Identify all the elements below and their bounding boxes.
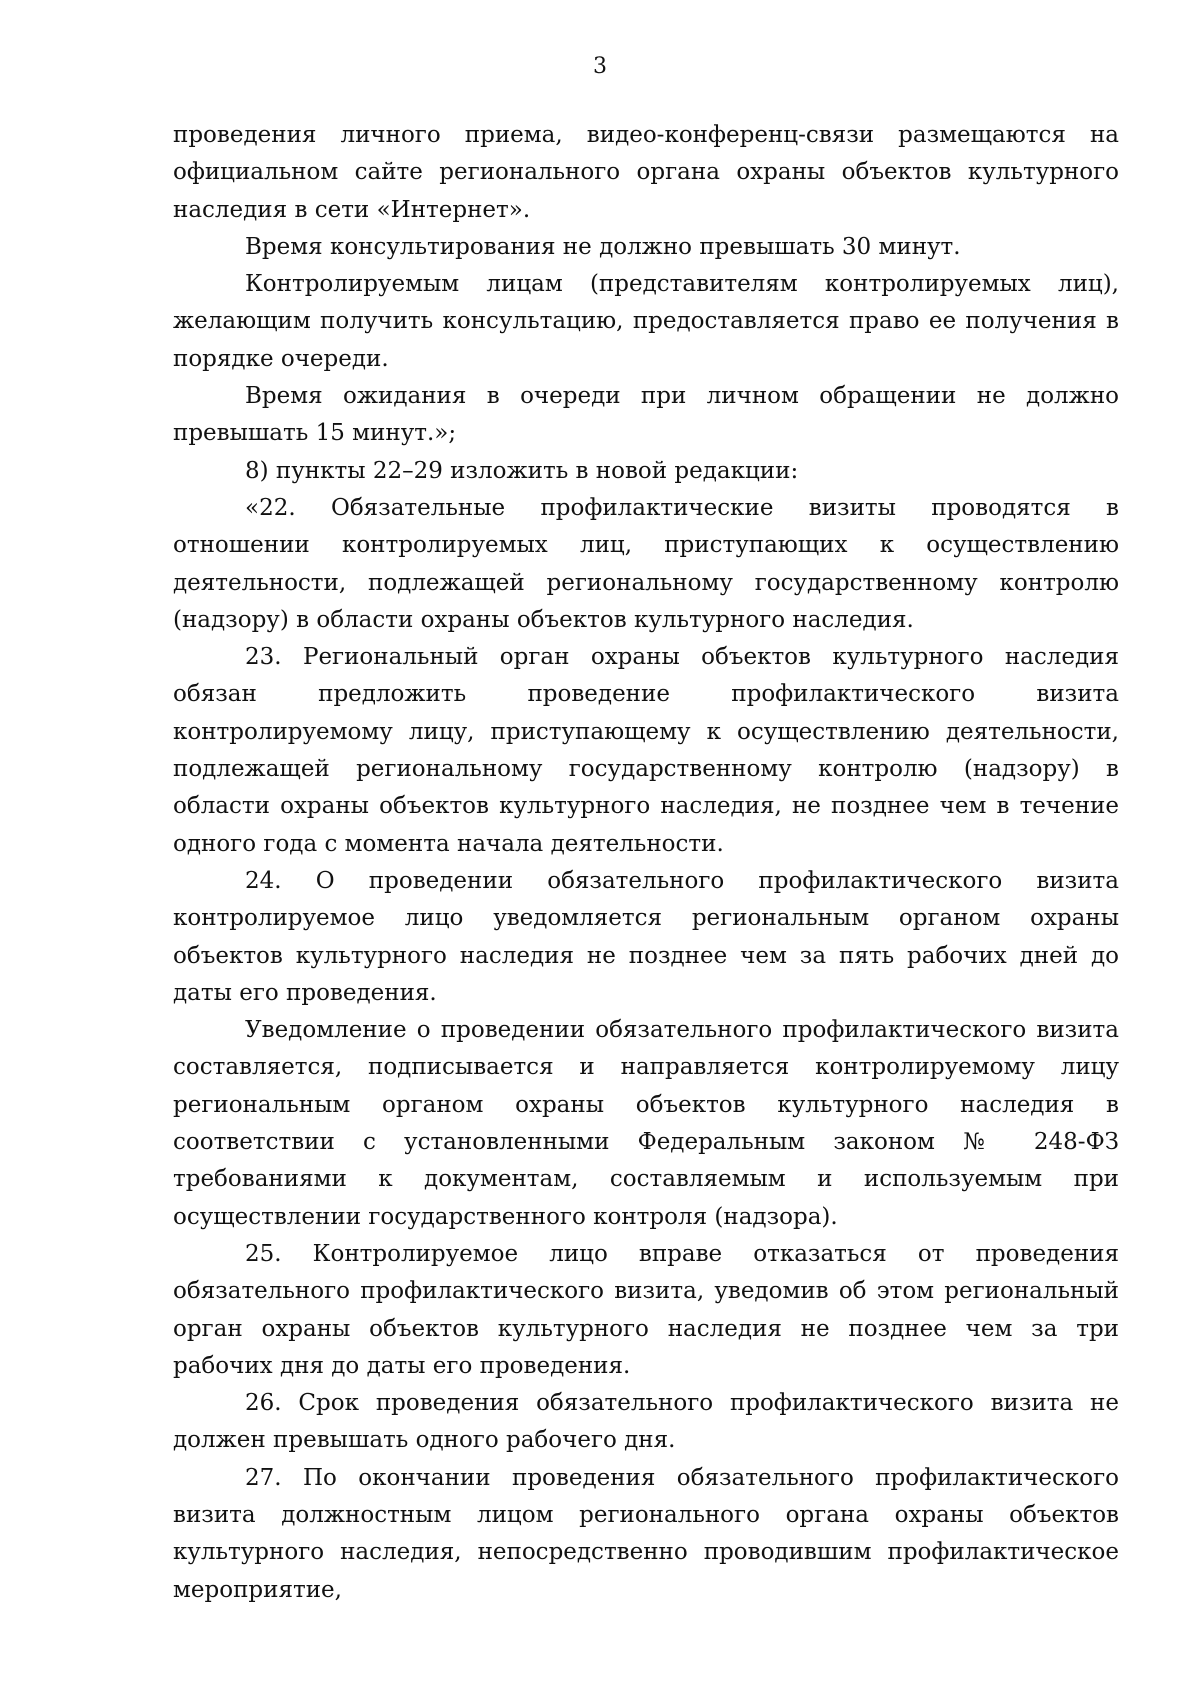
paragraph-amendment-8: 8) пункты 22–29 изложить в новой редакции: bbox=[245, 457, 799, 484]
paragraph-item-27: 27. По окончании проведения обязательного профилактического визита должностным лицом регионального органа охраны объектов культурного наследия, непосредственно проводившим профилактическое мероприятие, bbox=[173, 1464, 1119, 1603]
paragraph-queue-right: Контролируемым лицам (представителям контролируемых лиц), желающим получить консультацию, предоставляется право ее получения в порядке очереди. bbox=[173, 271, 1119, 372]
paragraph-consultation-info-continued: проведения личного приема, видео-конференц-связи размещаются на официальном сайте регионального органа охраны объектов культурного наследия в сети «Интернет». bbox=[173, 122, 1119, 223]
paragraph-item-26: 26. Срок проведения обязательного профилактического визита не должен превышать одного рабочего дня. bbox=[173, 1390, 1119, 1454]
paragraph-item-24-notice: Уведомление о проведении обязательного профилактического визита составляется, подписывается и направляется контролируемому лицу региональным органом охраны объектов культурного наследия в соответствии с установленными Федеральным законом № 248-ФЗ требованиями к документам, составляемым и используемым при осуществлении государственного контроля (надзора). bbox=[173, 1017, 1119, 1230]
page-number: 3 bbox=[593, 54, 607, 79]
paragraph-consultation-time: Время консультирования не должно превышать 30 минут. bbox=[245, 233, 961, 260]
paragraph-item-22: «22. Обязательные профилактические визиты проводятся в отношении контролируемых лиц, приступающих к осуществлению деятельности, подлежащей региональному государственному контролю (надзору) в области охраны объектов культурного наследия. bbox=[173, 494, 1119, 633]
paragraph-queue-waiting-time: Время ожидания в очереди при личном обращении не должно превышать 15 минут.»; bbox=[173, 383, 1119, 447]
paragraph-item-24: 24. О проведении обязательного профилактического визита контролируемое лицо уведомляется региональным органом охраны объектов культурного наследия не позднее чем за пять рабочих дней до даты его проведения. bbox=[173, 867, 1119, 1006]
paragraph-item-23: 23. Региональный орган охраны объектов культурного наследия обязан предложить проведение профилактического визита контролируемому лицу, приступающему к осуществлению деятельности, подлежащей региональному государственному контролю (надзору) в области охраны объектов культурного наследия, не позднее чем в течение одного года с момента начала деятельности. bbox=[173, 644, 1119, 857]
document-body bbox=[173, 117, 1119, 1609]
paragraph-item-25: 25. Контролируемое лицо вправе отказаться от проведения обязательного профилактического визита, уведомив об этом региональный орган охраны объектов культурного наследия не позднее чем за три рабочих дня до даты его проведения. bbox=[173, 1240, 1119, 1379]
